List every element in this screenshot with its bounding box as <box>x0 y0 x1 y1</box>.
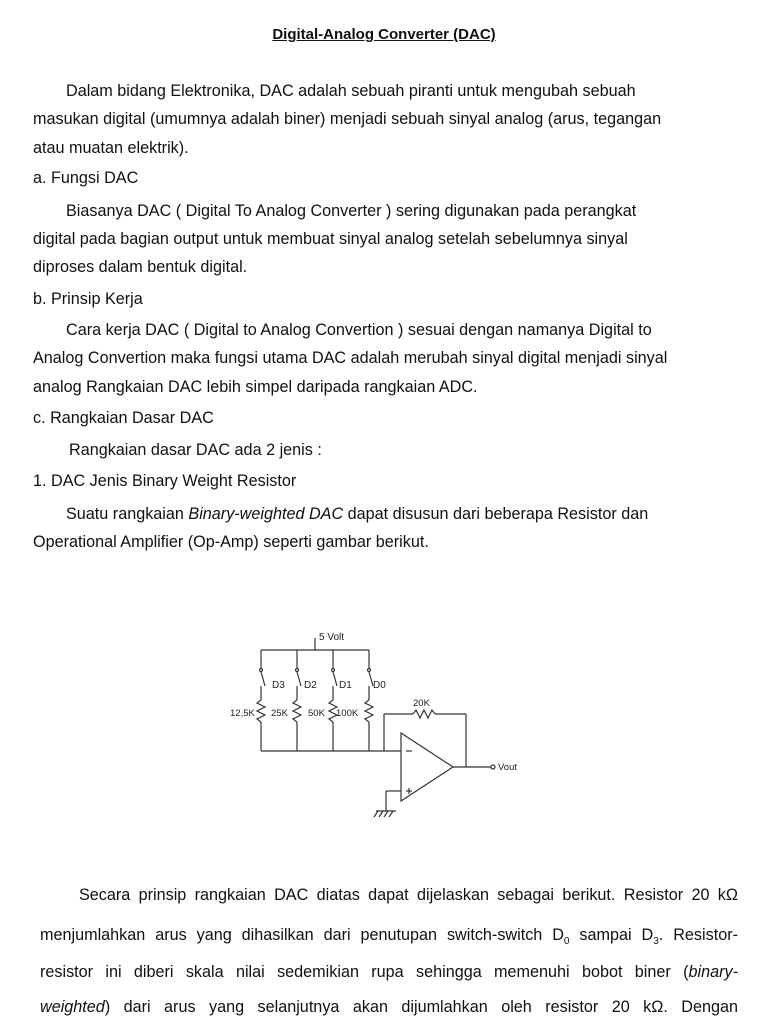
switch-label-d1: D1 <box>339 680 352 691</box>
switch-d3 <box>261 672 265 686</box>
expl-line2-mid: sampai D <box>569 926 654 944</box>
item1-text-post: dapat disusun dari beberapa Resistor dan <box>343 505 649 523</box>
item1-text-pre: Suatu rangkaian <box>66 505 189 523</box>
resistor-label-100k: 100K <box>336 708 359 719</box>
dac-circuit-figure <box>226 624 526 824</box>
section-c-intro: Rangkaian dasar DAC ada 2 jenis : <box>69 441 322 459</box>
explanation-line-4 <box>40 997 738 1017</box>
resistor-label-12k5: 12,5K <box>230 708 255 719</box>
switch-d2 <box>297 672 301 686</box>
section-b-line-3: analog Rangkaian DAC lebih simpel daripada rangkaian ADC. <box>33 378 478 396</box>
resistor-label-25k: 25K <box>271 708 288 719</box>
explanation-line-3 <box>40 962 738 982</box>
document-title: Digital-Analog Converter (DAC) <box>272 26 496 43</box>
section-a-line-1: Biasanya DAC ( Digital To Analog Converter ) sering digunakan pada perangkat <box>66 202 637 220</box>
expl-line4-italic: weighted <box>40 998 105 1016</box>
expl-line2-sub0: 0 <box>563 936 570 948</box>
branch-d2 <box>271 650 317 751</box>
expl-line2-sub3: 3 <box>653 936 659 948</box>
section-b-line-1: Cara kerja DAC ( Digital to Analog Convertion ) sesuai dengan namanya Digital to <box>66 321 652 339</box>
expl-line2-post: . Resistor- <box>658 926 738 944</box>
branch-d0 <box>336 650 386 751</box>
expl-line4-post: ) dari arus yang selanjutnya akan dijumlahkan oleh resistor 20 kΩ. Dengan <box>104 998 738 1016</box>
resistor-label-50k: 50K <box>308 708 325 719</box>
section-a-line-2: digital pada bagian output untuk membuat sinyal analog setelah sebelumnya sinyal <box>33 230 628 248</box>
section-a-line-3: diproses dalam bentuk digital. <box>33 258 248 276</box>
switch-label-d0: D0 <box>373 680 386 691</box>
section-a-heading: a. Fungsi DAC <box>33 169 139 187</box>
section-b-line-2: Analog Convertion maka fungsi utama DAC adalah merubah sinyal digital menjadi sinyal <box>33 349 668 367</box>
explanation-line-2 <box>40 925 738 948</box>
feedback-resistor-20k <box>413 710 435 718</box>
expl-line3-italic: binary- <box>688 963 738 981</box>
intro-line-1: Dalam bidang Elektronika, DAC adalah sebuah piranti untuk mengubah sebuah <box>66 82 636 100</box>
resistor-100k <box>365 700 373 722</box>
switch-label-d2: D2 <box>304 680 317 691</box>
section-b-heading: b. Prinsip Kerja <box>33 290 143 308</box>
section-c-item1-line-1 <box>66 504 766 524</box>
intro-line-3: atau muatan elektrik). <box>33 139 189 157</box>
output-terminal <box>491 765 495 769</box>
resistor-12k5 <box>257 700 265 722</box>
branch-d3 <box>230 650 285 751</box>
switch-d1 <box>333 672 337 686</box>
switch-label-d3: D3 <box>272 680 285 691</box>
item1-text-italic: Binary-weighted DAC <box>188 505 344 523</box>
expl-line3-pre: resistor ini diberi skala nilai sedemikian rupa sehingga memenuhi bobot biner ( <box>40 963 689 981</box>
expl-line2-pre: menjumlahkan arus yang dihasilkan dari penutupan switch-switch D <box>40 926 564 944</box>
explanation-line-1: Secara prinsip rangkaian DAC diatas dapat dijelaskan sebagai berikut. Resistor 20 kΩ <box>79 886 738 904</box>
branch-d1 <box>308 650 352 751</box>
supply-label: 5 Volt <box>319 632 345 643</box>
intro-line-2: masukan digital (umumnya adalah biner) menjadi sebuah sinyal analog (arus, tegangan <box>33 110 662 128</box>
resistor-25k <box>293 700 301 722</box>
feedback-resistor-label: 20K <box>413 698 430 709</box>
section-c-heading: c. Rangkaian Dasar DAC <box>33 409 214 427</box>
section-c-item1-line-2: Operational Amplifier (Op-Amp) seperti gambar berikut. <box>33 533 429 551</box>
output-label: Vout <box>498 762 518 773</box>
section-c-item1-heading: 1. DAC Jenis Binary Weight Resistor <box>33 472 297 490</box>
